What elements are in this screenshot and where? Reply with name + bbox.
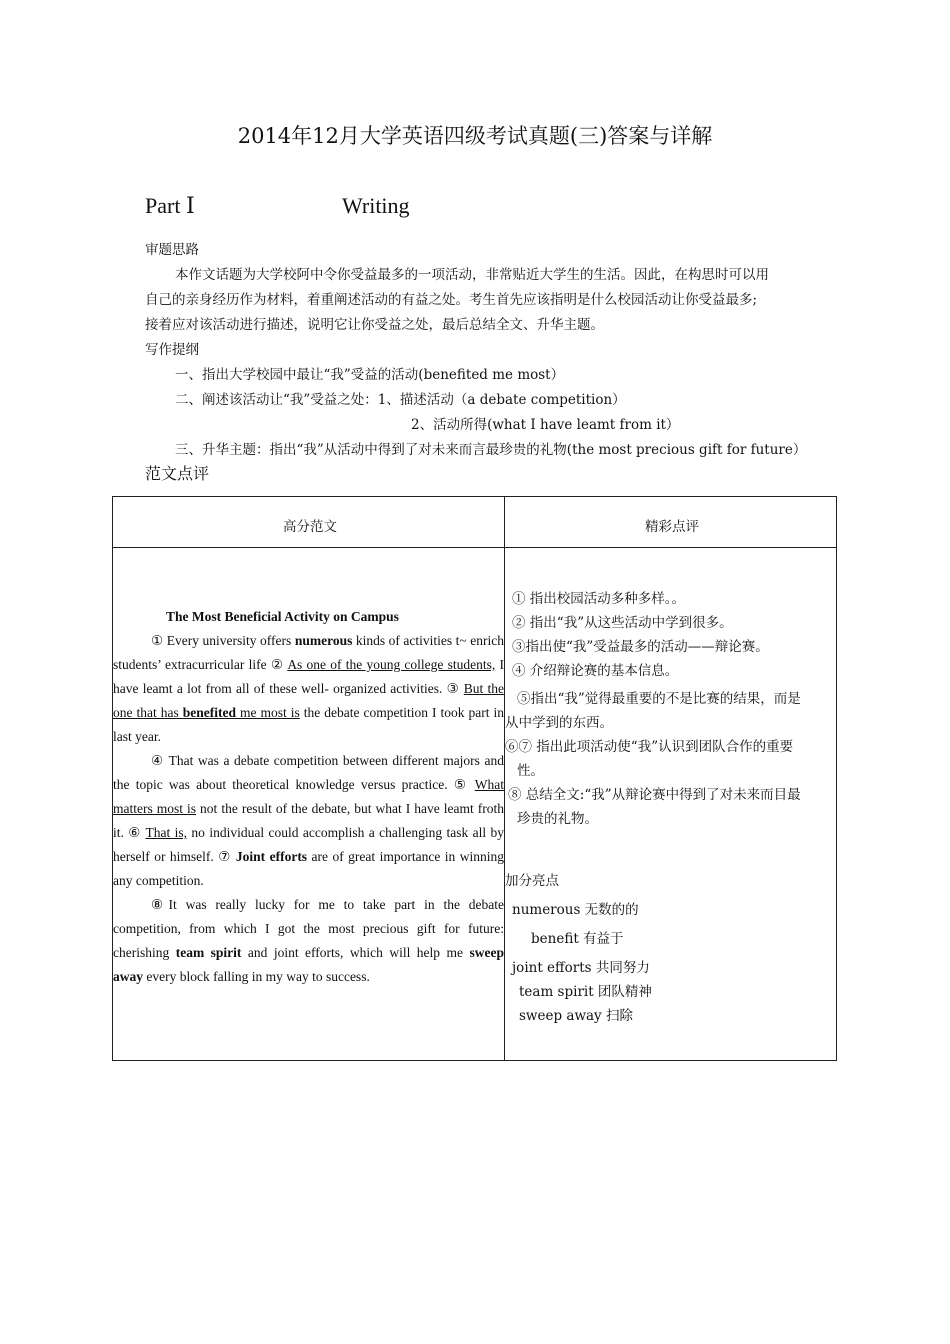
column-header-comments: 精彩点评: [645, 519, 699, 535]
comment-8: [505, 783, 838, 831]
comment-item: ③指出使“我”受益最多的活动——辩论赛。: [512, 639, 769, 655]
comment-5: [505, 687, 838, 735]
part-label: Part Ⅰ: [145, 193, 195, 218]
part-name: Writing: [342, 193, 410, 218]
outline-heading: 写作提纲: [145, 342, 199, 358]
sample-table: [112, 496, 837, 1061]
comment-6: [505, 735, 838, 783]
comment-item: 珍贵的礼物。: [517, 811, 598, 827]
comment-item: ⑥⑦ 指出此项活动使“我”认识到团队合作的重要: [505, 739, 794, 755]
comment-item: ④ 介绍辩论赛的基本信息。: [512, 663, 679, 679]
analysis-line: 本作文话题为大学校阿中令你受益最多的一项活动，非常贴近大学生的生活。因此，在构思时可以用: [175, 267, 769, 283]
outline-item: 2、活动所得(what I have leamt from it）: [411, 417, 680, 433]
essay-title: The Most Beneficial Activity on Campus: [166, 609, 399, 624]
sample-essay: [113, 605, 504, 989]
outline-item: 一、指出大学校园中最让“我”受益的活动(benefited me most）: [175, 367, 565, 383]
bonus-item: numerous 无数的的: [512, 902, 639, 918]
analysis-heading: 审题思路: [145, 242, 199, 258]
bonus-heading: 加分亮点: [505, 873, 559, 889]
essay-paragraph-1: ① Every university offers numerous kinds of activities t~ enrich students’ extracurricular life ② As one of the young college students, I have leamt a lot from all of these well- organized activities. ③ But the one that has benefited me most is the debate competition I took part in last year.: [113, 633, 505, 744]
comment-item: 性。: [517, 763, 544, 779]
bonus-item: sweep away 扫除: [519, 1008, 633, 1024]
header-divider: [113, 547, 836, 548]
comment-item: ⑧ 总结全文:“我”从辩论赛中得到了对未来而目最: [508, 787, 801, 803]
comment-item: 从中学到的东西。: [505, 715, 613, 731]
analysis-line: 接着应对该活动进行描述，说明它让你受益之处，最后总结全文、升华主题。: [145, 317, 604, 333]
bonus-item: joint efforts 共同努力: [512, 960, 650, 976]
comment-item: ① 指出校园活动多种多样。。: [512, 591, 686, 607]
outline-item: 三、升华主题：指出“我”从活动中得到了对未来而言最珍贵的礼物(the most precious gift for future）: [175, 442, 807, 458]
column-header-essay: 高分范文: [283, 519, 337, 535]
essay-paragraph-2: ④ That was a debate competition between different majors and the topic was about theoretical knowledge versus practice. ⑤ What matters most is not the result of the debate, but what I have leamt froth it. ⑥ That is, no individual could accomplish a challenging task all by herself or himself. ⑦ Joint efforts are of great importance in winning any competition.: [113, 753, 504, 888]
analysis-line: 自己的亲身经历作为材料，着重阐述活动的有益之处。考生首先应该指明是什么校园活动让你受益最多;: [145, 292, 758, 308]
outline-item: 二、阐述该活动让“我”受益之处：1、描述活动（a debate competition）: [175, 392, 626, 408]
bonus-item: team spirit 团队精神: [519, 984, 652, 1000]
comments-list: [505, 587, 838, 683]
bonus-item: benefit 有益于: [531, 931, 624, 947]
comment-item: ② 指出“我”从这些活动中学到很多。: [512, 615, 733, 631]
page-title: 2014年12月大学英语四级考试真题(三)答案与详解: [237, 124, 713, 148]
essay-paragraph-3: ⑧It was really lucky for me to take part in the debate competition, from which I got the most precious gift for future: cherishing team spirit and joint efforts, which will help me sweep away every block falling in my way to success.: [113, 897, 504, 984]
comment-item: ⑤指出“我”觉得最重要的不是比赛的结果，而是: [517, 691, 801, 707]
sample-heading: 范文点评: [145, 464, 210, 483]
